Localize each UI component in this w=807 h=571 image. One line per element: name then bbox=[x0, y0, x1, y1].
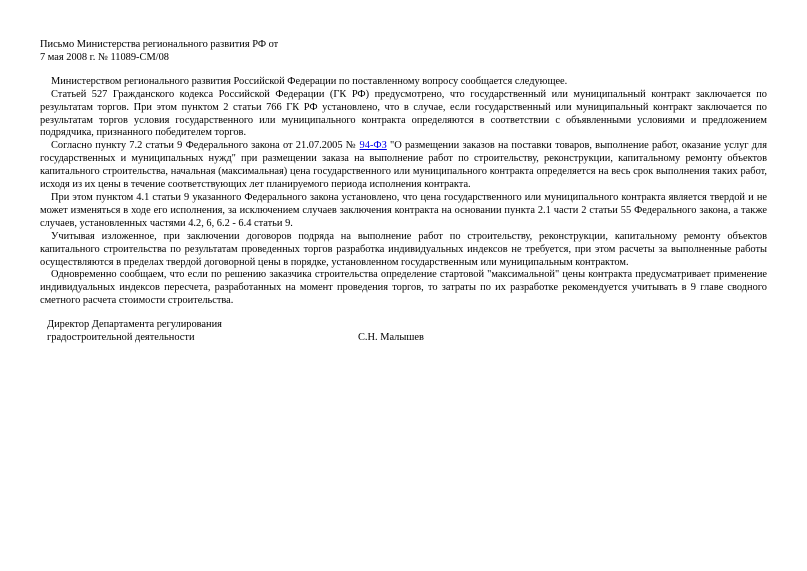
signatory-position bbox=[47, 319, 347, 345]
paragraph-6: Одновременно сообщаем, что если по решению заказчика строительства определение стартовой "максимальной" цены контракта предусматривает применение индивидуальных индексов пересчета, разработанных на момент проведения торгов, то затраты по их разработке рекомендуется учитывать в 9 главе сводного сметного расчета стоимости строительства. bbox=[40, 269, 767, 307]
document-title bbox=[40, 39, 767, 65]
paragraph-4: При этом пунктом 4.1 статьи 9 указанного Федерального закона установлено, что цена государственного или муниципального контракта является твердой и не может изменяться в ходе его исполнения, за исключением случаев заключения контракта на основании пункта 2.1 части 2 статьи 55 Федерального закона, а также случаев, установленных частями 4.2, 6, 6.2 - 6.4 статьи 9. bbox=[40, 191, 767, 229]
signature-block bbox=[40, 319, 767, 349]
signatory-name: С.Н. Малышев bbox=[358, 332, 424, 344]
paragraph-3 bbox=[40, 140, 767, 192]
title-line-2: 7 мая 2008 г. № 11089-СМ/08 bbox=[40, 51, 169, 63]
signatory-position-line-2: градостроительной деятельности bbox=[47, 332, 195, 344]
document-body bbox=[40, 76, 767, 308]
paragraph-3-text-start: Согласно пункту 7.2 статьи 9 Федерального закона от 21.07.2005 № bbox=[51, 140, 360, 152]
paragraph-3-text-end: "О размещении заказов на поставки товаров, выполнение работ, оказание услуг для государственных и муниципальных нужд" при размещении заказа на выполнение работ по строительству, реконструкции, капитальному ремонту объектов капитального строительства, начальная (максимальная) цена государственного или муниципального контракта определяется на весь срок выполнения таких работ, исходя из их цены в течение соответствующих лет планируемого периода исполнения контракта. bbox=[40, 140, 767, 191]
signatory-position-line-1: Директор Департамента регулирования bbox=[47, 319, 222, 331]
title-line-1: Письмо Министерства регионального развития РФ от bbox=[40, 39, 279, 50]
paragraph-1: Министерством регионального развития Российской Федерации по поставленному вопросу сообщается следующее. bbox=[51, 75, 568, 87]
law-94-fz-link[interactable]: 94-ФЗ bbox=[359, 140, 387, 152]
paragraph-2: Статьей 527 Гражданского кодекса Российской Федерации (ГК РФ) предусмотрено, что государственный или муниципальный контракт заключается по результатам торгов. При этом пунктом 2 статьи 766 ГК РФ установлено, что в случае, если государственный или муниципальный контракт заключается по результатам торгов условия государственного или муниципального контракта определяются в соответствии с объявленными условиями и предложением подрядчика, признанного победителем торгов. bbox=[40, 88, 767, 139]
document-page bbox=[40, 39, 767, 349]
paragraph-5: Учитывая изложенное, при заключении договоров подряда на выполнение работ по строительству, реконструкции, капитальному ремонту объектов капитального строительства по результатам проведенных торгов разработка индивидуальных индексов не требуется, при этом расчеты за выполненные работы осуществляются в пределах твердой договорной цены в порядке, установленном государственным или муниципальным контрактом. bbox=[40, 230, 767, 268]
